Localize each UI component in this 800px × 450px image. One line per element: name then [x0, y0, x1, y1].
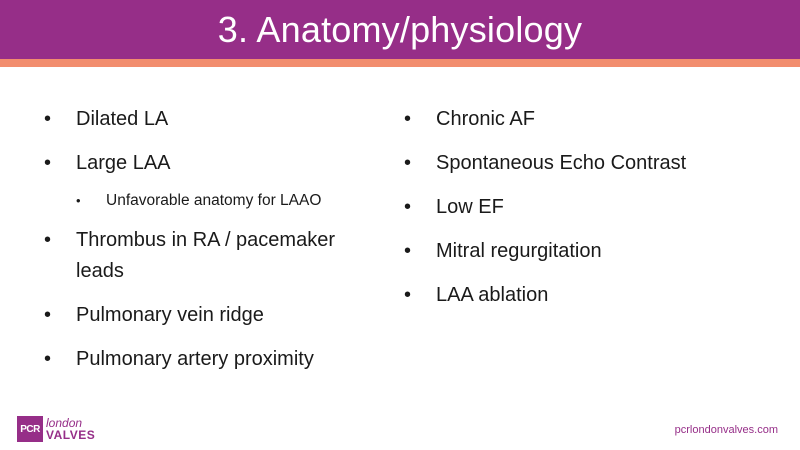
bullet-item [404, 280, 764, 311]
bullet-text: Chronic AF [436, 108, 535, 130]
bullet-item [404, 192, 764, 223]
bullet-text: Thrombus in RA / pacemaker leads [76, 229, 335, 282]
bullet-text: Pulmonary vein ridge [76, 304, 264, 326]
bullet-icon: • [44, 348, 52, 370]
title-bar [0, 0, 800, 59]
bullet-icon: • [404, 240, 412, 262]
footer-url: pcrlondonvalves.com [674, 424, 778, 436]
bullet-item [404, 236, 764, 267]
bullet-text: Unfavorable anatomy for LAAO [106, 192, 322, 209]
logo-bottom-text: VALVES [46, 428, 96, 442]
bullet-text: Spontaneous Echo Contrast [436, 152, 687, 174]
bullet-item [44, 104, 384, 135]
bullet-icon: • [44, 304, 52, 326]
logo-mark [17, 416, 43, 442]
bullet-text: Dilated LA [76, 108, 169, 130]
right-bullet-list [404, 104, 764, 324]
bullet-item [44, 225, 384, 287]
bullet-icon: • [76, 193, 81, 208]
left-bullet-list [44, 104, 384, 388]
logo-top-text: london [46, 416, 83, 430]
bullet-text: LAA ablation [436, 284, 549, 306]
bullet-icon: • [404, 152, 412, 174]
bullet-item [44, 300, 384, 331]
bullet-item [404, 104, 764, 135]
bullet-item [44, 148, 384, 179]
bullet-text: Mitral regurgitation [436, 240, 602, 262]
bullet-item [404, 148, 764, 179]
bullet-item [44, 344, 384, 375]
logo-mark-text: PCR [20, 423, 40, 435]
bullet-icon: • [404, 196, 412, 218]
logo-wordmark [46, 417, 95, 441]
bullet-text: Large LAA [76, 152, 171, 174]
accent-stripe [0, 59, 800, 67]
bullet-icon: • [44, 108, 52, 130]
bullet-icon: • [44, 152, 52, 174]
pcr-london-valves-logo [17, 416, 95, 442]
bullet-icon: • [404, 284, 412, 306]
slide-title: 3. Anatomy/physiology [217, 8, 583, 50]
bullet-icon: • [44, 229, 52, 251]
bullet-text: Pulmonary artery proximity [76, 348, 314, 370]
sub-bullet-item [44, 190, 384, 212]
bullet-text: Low EF [436, 196, 504, 218]
bullet-icon: • [404, 108, 412, 130]
